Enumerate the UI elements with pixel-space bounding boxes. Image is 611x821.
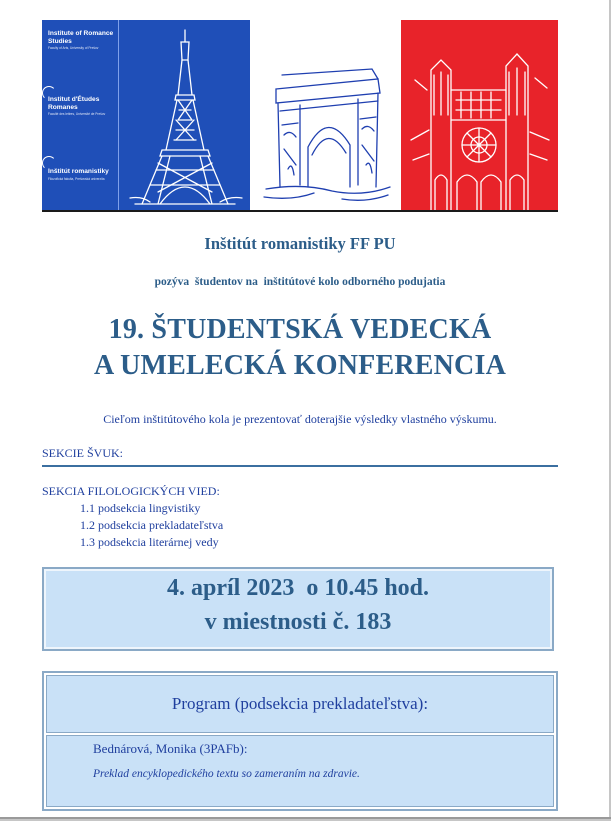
logo-title-fr: Institut d'Études Romanes: [48, 96, 100, 111]
blue-panel: [42, 20, 250, 210]
philology-section-heading: SEKCIA FILOLOGICKÝCH VIED:: [42, 484, 220, 498]
logo-title-en: Institute of Romance Studies: [48, 30, 114, 45]
aim-statement: Cieľom inštitútového kola je prezentovať doterajšie výsledky vlastného výskumu.: [103, 412, 497, 426]
date-box: [42, 567, 554, 651]
event-date-time: 4. apríl 2023 o 10.45 hod.: [166, 575, 430, 601]
arc-de-triomphe-icon: [262, 65, 392, 205]
logo-title-sk: Inštitút romanistiky: [48, 168, 109, 175]
logo-institute-en: [48, 30, 116, 50]
institute-heading: Inštitút romanistiky FF PU: [204, 234, 396, 253]
logo-subtitle-en: Faculty of Arts, University of Prešov: [48, 46, 99, 51]
invitation-line: pozýva študentov na inštitútové kolo odborného podujatia: [154, 276, 446, 288]
eiffel-tower-icon: [120, 20, 250, 210]
program-box: [42, 671, 558, 811]
subsection-list: [80, 500, 223, 551]
header-banner: [42, 20, 558, 212]
list-item: 1.2 podsekcia prekladateľstva: [80, 518, 224, 532]
logo-institute-sk: [48, 168, 116, 181]
conference-title-line-1: 19. ŠTUDENTSKÁ VEDECKÁ: [108, 314, 492, 345]
list-item: 1.1 podsekcia lingvistiky: [80, 501, 201, 515]
program-entry: [46, 735, 554, 807]
speaker-name: Bednárová, Monika (3PAFb):: [93, 741, 248, 756]
logo-institute-fr: [48, 96, 116, 116]
logo-subtitle-fr: Faculté des lettres, Université de Prešov: [48, 112, 106, 117]
notre-dame-icon: [401, 20, 558, 210]
conference-title: [0, 312, 600, 384]
sections-label: SEKCIE ŠVUK:: [42, 446, 124, 460]
event-room: v miestnosti č. 183: [204, 609, 392, 635]
logo-subtitle-sk: Filozofická fakulta, Prešovská univerzita: [48, 176, 105, 181]
conference-title-line-2: A UMELECKÁ KONFERENCIA: [94, 350, 506, 381]
red-panel: [401, 20, 558, 210]
program-header: [46, 675, 554, 733]
program-title: Program (podsekcia prekladateľstva):: [171, 694, 429, 713]
talk-title: Preklad encyklopedického textu so zameraním na zdravie.: [93, 768, 360, 780]
list-item: 1.3 podsekcia literárnej vedy: [80, 535, 219, 549]
sections-divider: [42, 465, 558, 467]
page-bottom-rule: [0, 817, 611, 819]
banner-underline: [42, 210, 558, 212]
logo-strip: [42, 20, 119, 210]
